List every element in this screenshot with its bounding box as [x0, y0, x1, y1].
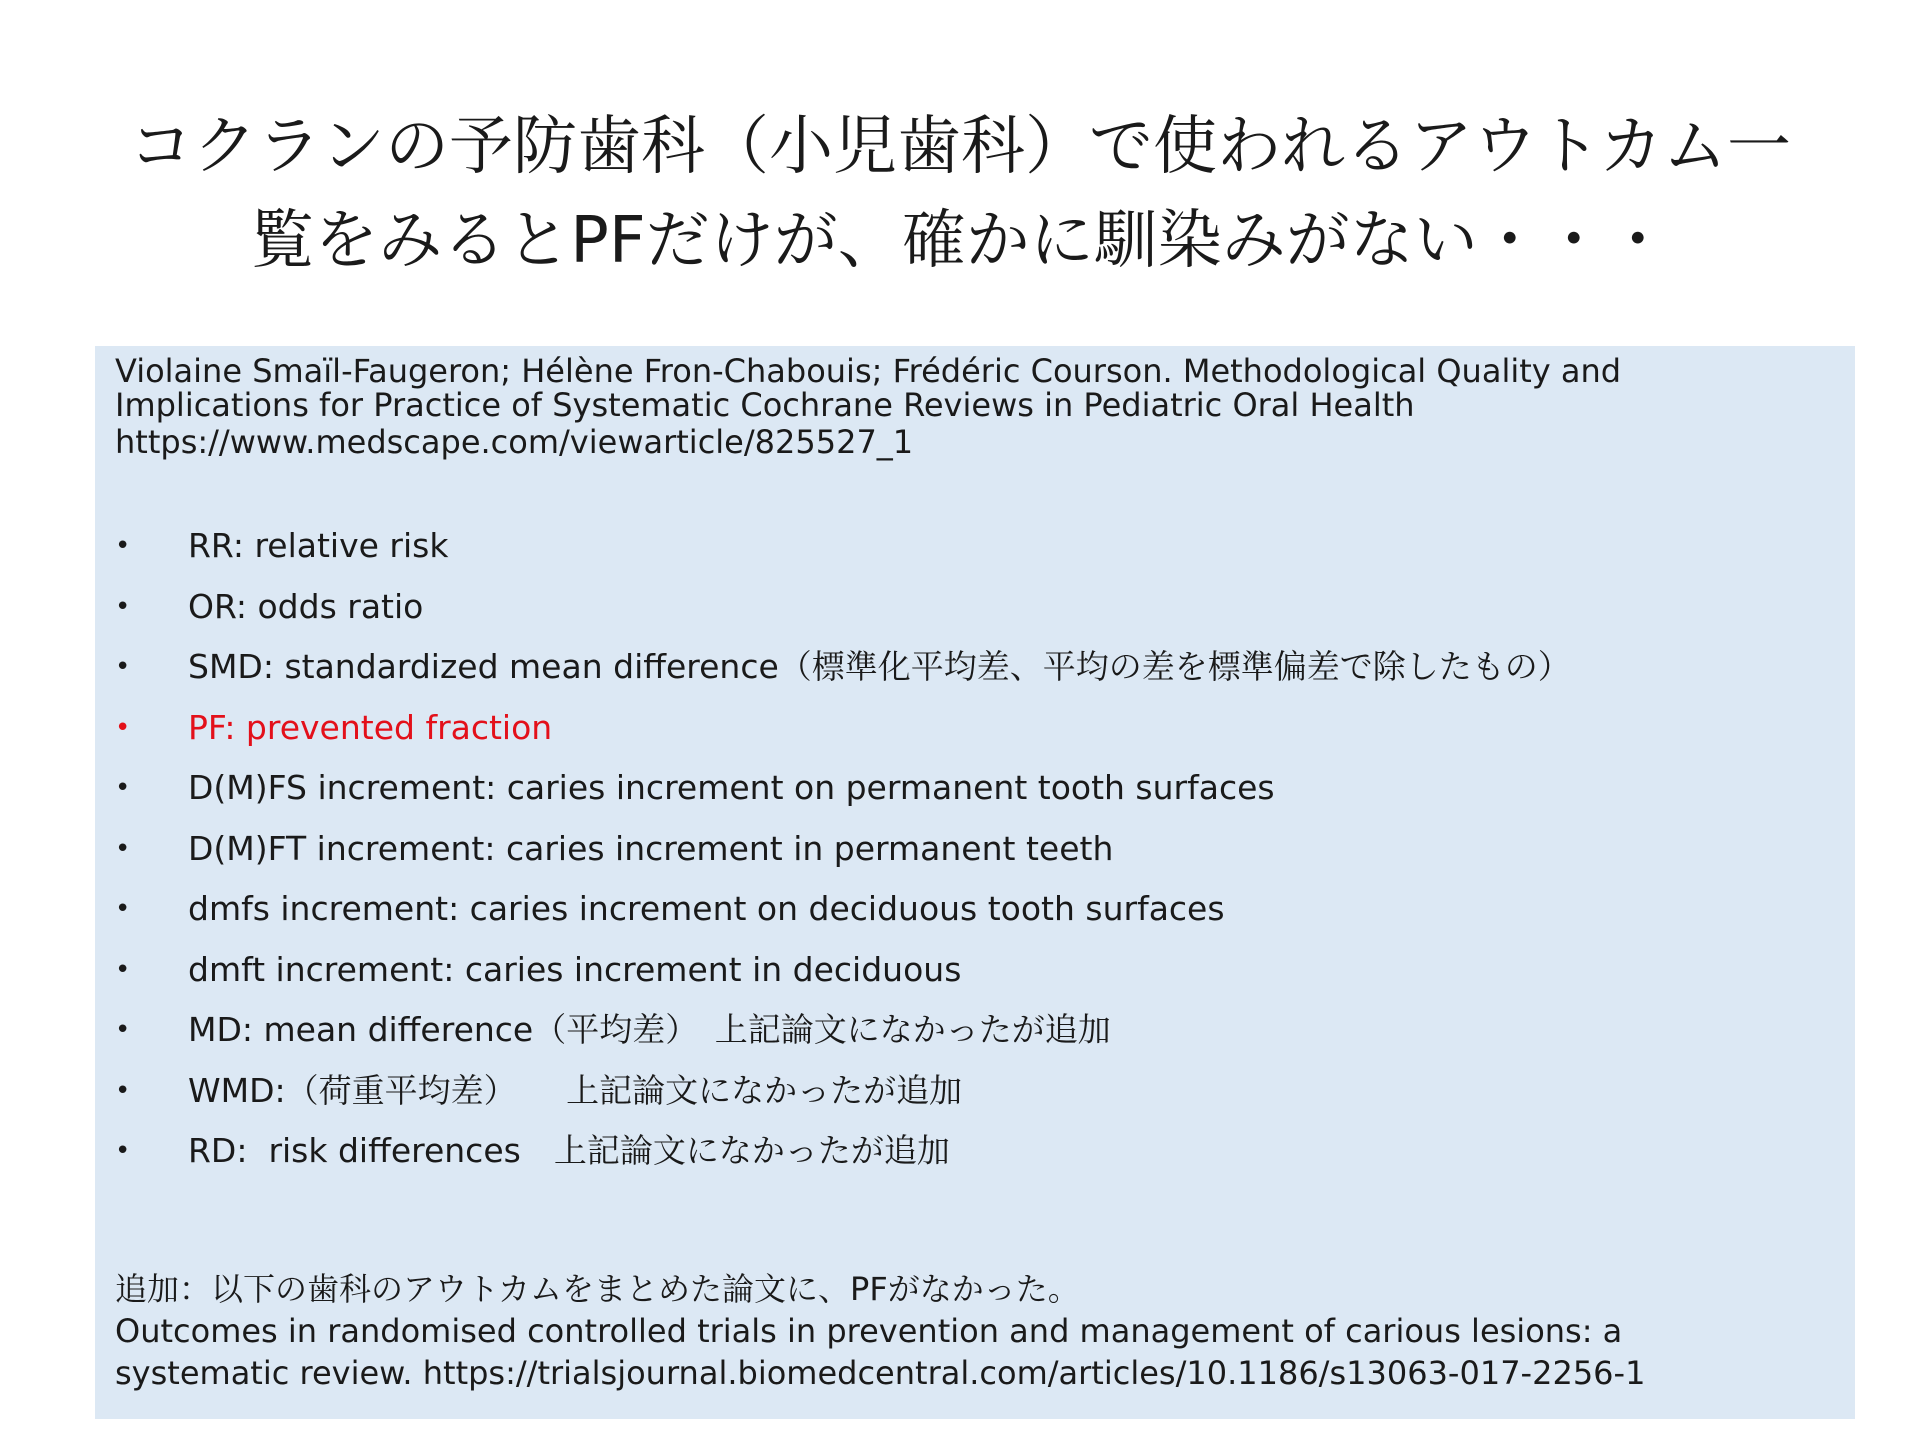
slide-title-line-1: コクランの予防歯科（小児歯科）で使われるアウトカム一	[128, 110, 1792, 184]
outcome-text: MD: mean difference（平均差） 上記論文になかったが追加	[188, 1010, 1111, 1049]
slide-title	[100, 100, 1820, 288]
reference-title-line: Implications for Practice of Systematic Cochrane Reviews in Pediatric Oral Health	[115, 386, 1415, 424]
reference-authors-line: Violaine Smaïl-Faugeron; Hélène Fron-Chabouis; Frédéric Courson. Methodological Quality and	[115, 352, 1622, 390]
bullet-icon: •	[115, 954, 131, 985]
reference-citation	[115, 354, 1835, 462]
outcome-item	[95, 1071, 1855, 1132]
outcome-text: RR: relative risk	[188, 526, 449, 565]
bullet-icon: •	[115, 1015, 131, 1045]
bullet-icon: •	[115, 1136, 131, 1166]
outcome-item	[95, 950, 1855, 1011]
outcome-item	[95, 526, 1855, 587]
outcome-item	[95, 708, 1855, 769]
content-box	[95, 346, 1855, 1419]
outcome-item	[95, 1010, 1855, 1071]
bullet-icon: •	[115, 652, 131, 682]
footer-citation-line-2[interactable]: systematic review. https://trialsjournal.biomedcentral.com/articles/10.1186/s13063-017-2256-1	[115, 1354, 1646, 1392]
outcome-text: SMD: standardized mean difference（標準化平均差、平均の差を標準偏差で除したもの）	[188, 647, 1571, 686]
bullet-icon: •	[115, 591, 131, 622]
outcome-text: dmft increment: caries increment in deciduous	[188, 949, 962, 989]
outcome-item	[95, 1131, 1855, 1192]
outcome-item	[95, 587, 1855, 648]
bullet-icon: •	[115, 1075, 131, 1106]
footer-note-heading: 追加：以下の歯科のアウトカムをまとめた論文に、PFがなかった。	[115, 1270, 1080, 1308]
footer-citation-line-1: Outcomes in randomised controlled trials in prevention and management of carious lesions: a	[115, 1312, 1623, 1350]
outcome-text: WMD:（荷重平均差） 上記論文になかったが追加	[188, 1070, 963, 1110]
outcome-text: D(M)FS increment: caries increment on permanent tooth surfaces	[188, 768, 1275, 807]
slide-title-line-2: 覧をみるとPFだけが、確かに馴染みがない・・・	[250, 204, 1670, 278]
outcome-text: OR: odds ratio	[188, 586, 424, 626]
bullet-icon: •	[115, 773, 131, 803]
bullet-icon: •	[115, 712, 131, 743]
outcome-item	[95, 889, 1855, 950]
outcome-item	[95, 647, 1855, 708]
bullet-icon: •	[115, 833, 131, 864]
outcome-text: RD: risk differences 上記論文になかったが追加	[188, 1131, 950, 1170]
outcome-list	[95, 526, 1855, 1192]
outcome-text: D(M)FT increment: caries increment in permanent teeth	[188, 828, 1114, 868]
outcome-text: PF: prevented fraction	[188, 707, 553, 747]
bullet-icon: •	[115, 531, 131, 561]
outcome-text: dmfs increment: caries increment on deciduous tooth surfaces	[188, 889, 1225, 928]
outcome-item	[95, 768, 1855, 829]
outcome-item	[95, 829, 1855, 890]
bullet-icon: •	[115, 894, 131, 924]
reference-url[interactable]: https://www.medscape.com/viewarticle/825527_1	[115, 423, 914, 461]
footer-note	[115, 1268, 1835, 1394]
